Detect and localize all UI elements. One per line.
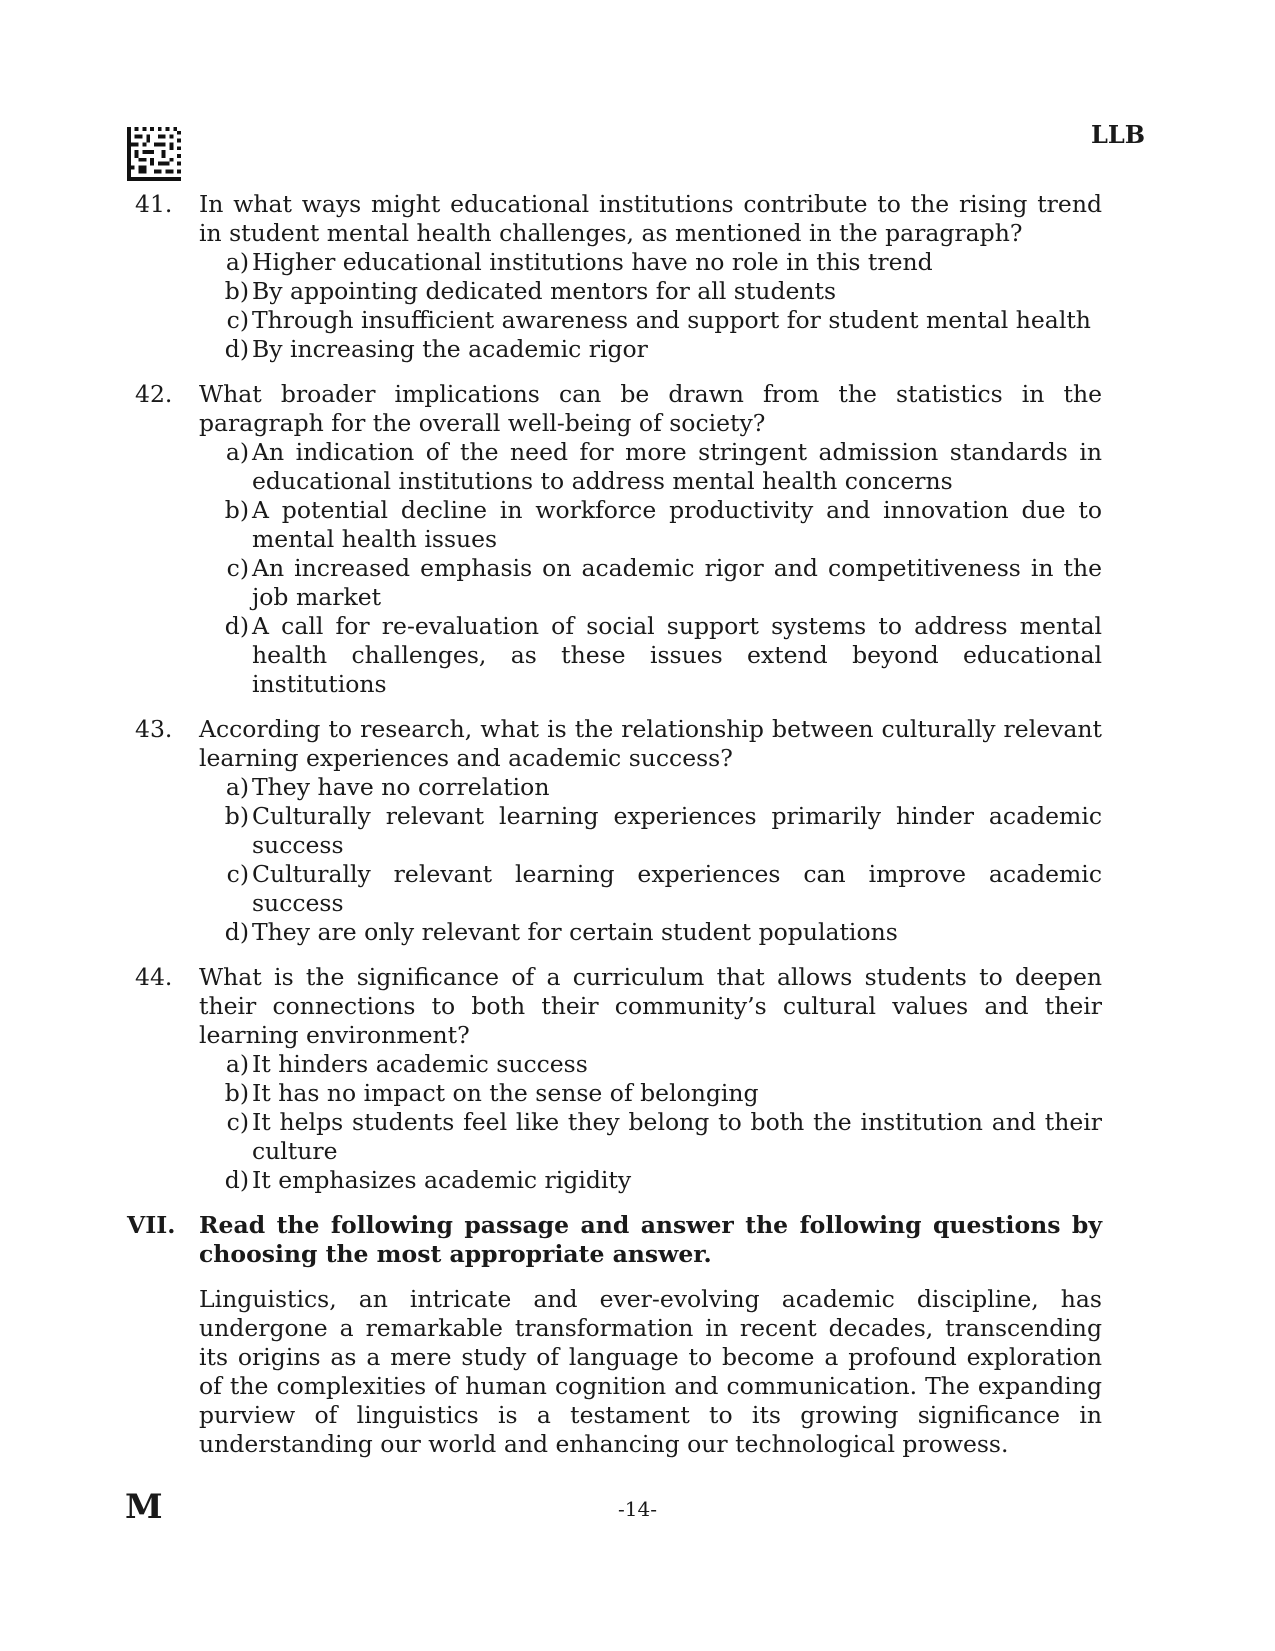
paper-code: LLB: [1090, 120, 1145, 149]
option-label: b): [224, 496, 249, 524]
option-text: By increasing the academic rigor: [252, 335, 648, 363]
option-d: [209, 335, 1102, 364]
option-text: A potential decline in workforce productivity and innovation due to mental health issues: [252, 496, 1102, 553]
option-label: b): [224, 277, 249, 305]
section-instruction: Read the following passage and answer the following questions by choosing the most appropriate answer.: [199, 1211, 1102, 1268]
option-label: d): [224, 1166, 249, 1194]
option-c: [209, 860, 1102, 918]
option-text: Through insufficient awareness and support for student mental health: [252, 306, 1091, 334]
option-label: b): [224, 1079, 249, 1107]
option-label: d): [224, 918, 249, 946]
question-44: [127, 963, 1102, 1195]
option-label: c): [226, 554, 249, 582]
option-text: It hinders academic success: [252, 1050, 588, 1078]
option-label: c): [226, 1108, 249, 1136]
option-text: An increased emphasis on academic rigor and competitiveness in the job market: [252, 554, 1102, 611]
option-text: They have no correlation: [252, 773, 550, 801]
option-a: [209, 773, 1102, 802]
option-a: [209, 1050, 1102, 1079]
option-d: [209, 1166, 1102, 1195]
section-number: VII.: [127, 1211, 176, 1239]
option-d: [209, 918, 1102, 947]
option-c: [209, 1108, 1102, 1166]
option-b: [209, 802, 1102, 860]
option-text: It helps students feel like they belong to both the institution and their culture: [252, 1108, 1102, 1165]
option-b: [209, 496, 1102, 554]
section-heading: [127, 1211, 1102, 1269]
question-number: 41.: [135, 190, 173, 218]
option-label: c): [226, 860, 249, 888]
option-a: [209, 248, 1102, 277]
option-c: [209, 306, 1102, 335]
question-list: [127, 190, 1102, 1459]
option-text: A call for re-evaluation of social support systems to address mental health challenges, as these issues extend beyond educational institutions: [252, 612, 1102, 698]
option-text: Higher educational institutions have no role in this trend: [252, 248, 933, 276]
question-42: [127, 380, 1102, 699]
option-c: [209, 554, 1102, 612]
question-number: 43.: [135, 715, 173, 743]
question-text: According to research, what is the relationship between culturally relevant learning experiences and academic success?: [199, 715, 1102, 772]
passage-text: Linguistics, an intricate and ever-evolving academic discipline, has undergone a remarkable transformation in recent decades, transcending its origins as a mere study of language to become a profound exploration of the complexities of human cognition and communication. The expanding purview of linguistics is a testament to its growing significance in understanding our world and enhancing our technological prowess.: [199, 1285, 1102, 1458]
page-number: -14-: [618, 1497, 657, 1521]
option-label: c): [226, 306, 249, 334]
option-label: b): [224, 802, 249, 830]
option-text: Culturally relevant learning experiences primarily hinder academic success: [252, 802, 1102, 859]
option-label: a): [225, 248, 249, 276]
question-text: In what ways might educational institutions contribute to the rising trend in student mental health challenges, as mentioned in the paragraph?: [199, 190, 1102, 247]
question-text: What is the significance of a curriculum that allows students to deepen their connections to both their community’s cultural values and their learning environment?: [199, 963, 1102, 1049]
question-text: What broader implications can be drawn from the statistics in the paragraph for the overall well-being of society?: [199, 380, 1102, 437]
option-label: a): [225, 773, 249, 801]
question-number: 44.: [135, 963, 173, 991]
option-d: [209, 612, 1102, 699]
option-text: Culturally relevant learning experiences can improve academic success: [252, 860, 1102, 917]
option-label: a): [225, 1050, 249, 1078]
option-label: a): [225, 438, 249, 466]
question-number: 42.: [135, 380, 173, 408]
option-b: [209, 277, 1102, 306]
option-text: It emphasizes academic rigidity: [252, 1166, 632, 1194]
option-a: [209, 438, 1102, 496]
option-text: They are only relevant for certain student populations: [252, 918, 898, 946]
option-text: An indication of the need for more stringent admission standards in educational institutions to address mental health concerns: [252, 438, 1102, 495]
question-43: [127, 715, 1102, 947]
option-text: By appointing dedicated mentors for all students: [252, 277, 837, 305]
question-41: [127, 190, 1102, 364]
option-text: It has no impact on the sense of belonging: [252, 1079, 759, 1107]
option-label: d): [224, 612, 249, 640]
series-letter: M: [125, 1487, 163, 1527]
barcode-icon: [127, 127, 181, 181]
option-label: d): [224, 335, 249, 363]
option-b: [209, 1079, 1102, 1108]
